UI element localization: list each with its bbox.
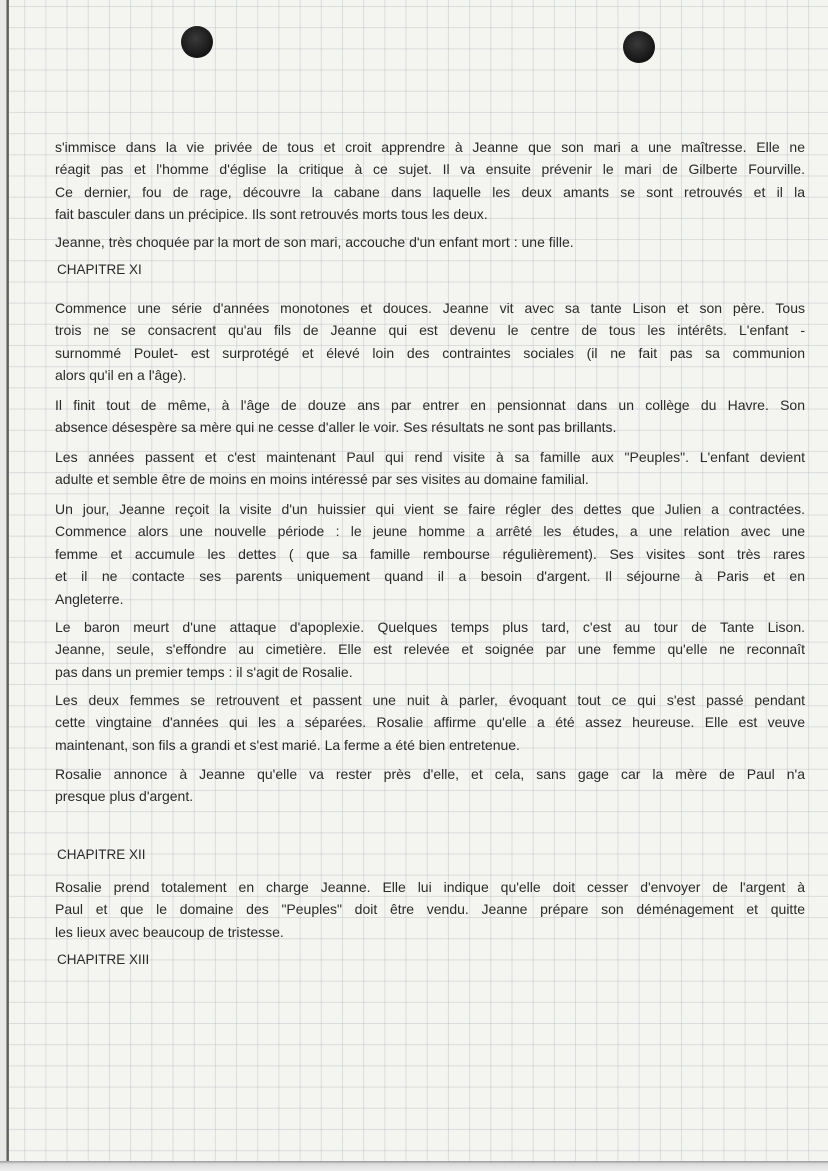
text-line: Commence une série d'années monotones et douces. Jeanne vit avec sa tante Lison et son père. Tous — [55, 300, 805, 316]
paragraph — [55, 394, 805, 439]
text-line: Les deux femmes se retrouvent et passent une nuit à parler, évoquant tout ce qui s'est passé pendant — [55, 692, 805, 708]
text-line: Il finit tout de même, à l'âge de douze ans par entrer en pensionnat dans un collège du Havre. Son — [55, 397, 805, 413]
page-edge-bottom — [0, 1161, 828, 1171]
paragraph — [55, 136, 805, 226]
text-line: alors qu'il en a l'âge). — [55, 367, 187, 384]
text-line: femme et accumule les dettes ( que sa famille rembourse régulièrement). Ses visites sont très rares — [55, 545, 805, 562]
text-line: réagit pas et l'homme d'église la critique à ce sujet. Il va ensuite prévenir le mari de Gilberte Fourville. — [55, 161, 805, 178]
paragraph — [55, 446, 805, 491]
text-line: cette vingtaine d'années qui les a séparées. Rosalie affirme qu'elle a été assez heureuse. Elle est veuve — [55, 714, 805, 731]
text-line: pas dans un premier temps : il s'agit de Rosalie. — [55, 663, 353, 680]
text-line: presque plus d'argent. — [55, 788, 194, 805]
punch-hole — [181, 26, 213, 58]
text-line: maintenant, son fils a grandi et s'est marié. La ferme a été bien entretenue. — [55, 736, 520, 753]
paragraph — [55, 498, 805, 610]
text-line: Le baron meurt d'une attaque d'apoplexie. Quelques temps plus tard, c'est au tour de Tante Lison. — [55, 619, 805, 635]
text-line: Les années passent et c'est maintenant Paul qui rend visite à sa famille aux "Peuples". L'enfant devient — [55, 449, 805, 465]
chapter-heading: CHAPITRE XIII — [57, 952, 150, 967]
text-line: et il ne contacte ses parents uniquement quand il a besoin d'argent. Il séjourne à Paris et en — [55, 568, 805, 585]
text-line: Paul et que le domaine des "Peuples" doit être vendu. Jeanne prépare son déménagement et quitte — [55, 901, 805, 918]
paragraph — [55, 297, 805, 387]
paragraph — [55, 231, 805, 253]
text-line: Rosalie prend totalement en charge Jeanne. Elle lui indique qu'elle doit cesser d'envoyer de l'argent à — [55, 879, 805, 895]
punch-hole — [623, 31, 655, 63]
paragraph — [55, 616, 805, 683]
text-line: Un jour, Jeanne reçoit la visite d'un huissier qui vient se faire régler des dettes que Julien a contractées. — [55, 501, 805, 517]
chapter-heading: CHAPITRE XI — [57, 262, 142, 277]
text-line: Commence alors une nouvelle période : le jeune homme a arrêté les études, a une relation avec une — [55, 523, 805, 540]
text-line: absence désespère sa mère qui ne cesse d'aller le voir. Ses résultats ne sont pas brillants. — [55, 419, 617, 436]
text-line: surnommé Poulet- est surprotégé et élevé loin des contraintes sociales (il ne fait pas sa communion — [55, 344, 805, 361]
text-line: Jeanne, très choquée par la mort de son mari, accouche d'un enfant mort : une fille. — [55, 234, 574, 250]
text-line: s'immisce dans la vie privée de tous et croit apprendre à Jeanne que son mari a une maîtresse. Elle ne — [55, 139, 805, 155]
text-line: trois ne se consacrent qu'au fils de Jeanne qui est devenu le centre de tous les intérêts. L'enfant - — [55, 322, 805, 339]
text-line: Angleterre. — [55, 590, 124, 607]
text-line: fait basculer dans un précipice. Ils sont retrouvés morts tous les deux. — [55, 206, 488, 223]
text-line: adulte et semble être de moins en moins intéressé par ses visites au domaine familial. — [55, 471, 589, 488]
text-line: les lieux avec beaucoup de tristesse. — [55, 923, 284, 940]
paragraph — [55, 763, 805, 808]
text-line: Ce dernier, fou de rage, découvre la cabane dans laquelle les deux amants se sont retrouvés et il la — [55, 183, 805, 200]
paragraph — [55, 689, 805, 756]
text-line: Jeanne, seule, s'effondre au cimetière. Elle est relevée et soignée par une femme qu'elle ne reconnaît — [55, 641, 805, 658]
paragraph — [55, 876, 805, 943]
page-edge — [0, 0, 9, 1171]
chapter-heading: CHAPITRE XII — [57, 847, 146, 862]
text-line: Rosalie annonce à Jeanne qu'elle va rester près d'elle, et cela, sans gage car la mère de Paul n'a — [55, 766, 805, 782]
